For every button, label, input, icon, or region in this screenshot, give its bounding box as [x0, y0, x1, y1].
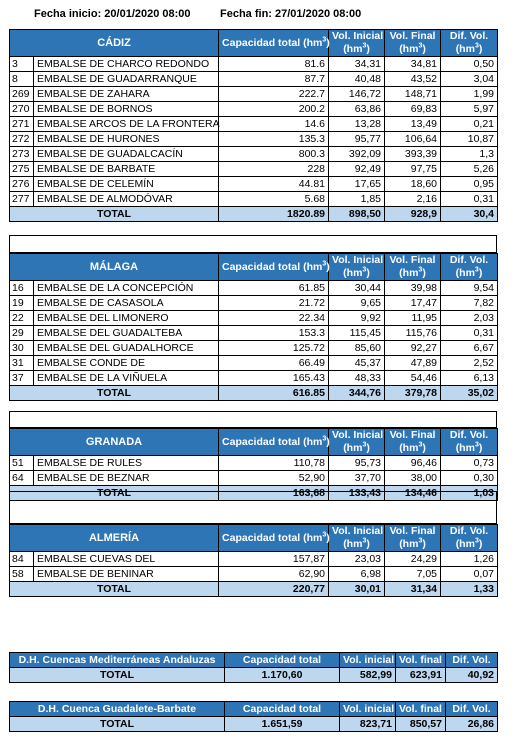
difference-value: 0,31: [441, 326, 498, 341]
summary-column-header: Vol. inicial: [340, 653, 396, 668]
total-difference: 40,92: [446, 668, 498, 683]
total-initial-volume: 823,71: [340, 717, 396, 732]
reservoir-name: EMBALSE DE CHARCO REDONDO: [34, 57, 219, 72]
final-volume-value: 13,49: [385, 117, 441, 132]
capacity-value: 21.72: [219, 296, 329, 311]
volume-difference-header: Dif. Vol. $(hm^3)$: [441, 30, 498, 57]
capacity-header: Capacidad total $(hm^3)$: [219, 254, 329, 281]
reservoir-name: EMBALSE CONDE DE: [34, 356, 219, 371]
table-row: [10, 326, 498, 341]
initial-volume-value: 146,72: [329, 87, 385, 102]
reservoir-name: EMBALSE DE GUADALCACÍN: [34, 147, 219, 162]
table-row: [10, 281, 498, 296]
capacity-value: 157,87: [219, 552, 329, 567]
capacity-value: 22.34: [219, 311, 329, 326]
capacity-value: 125.72: [219, 341, 329, 356]
final-volume-header: Vol. Final $(hm^3)$: [385, 254, 441, 281]
summary-column-header: Vol. final: [396, 702, 446, 717]
reservoir-name: EMBALSE DEL LIMONERO: [34, 311, 219, 326]
total-label: TOTAL: [10, 207, 219, 222]
final-volume-header: Vol. Final $(hm^3)$: [385, 525, 441, 552]
total-initial-volume: 344,76: [329, 386, 385, 401]
total-initial-volume: 898,50: [329, 207, 385, 222]
summary-column-header: Dif. Vol.: [446, 653, 498, 668]
total-difference: 26,86: [446, 717, 498, 732]
table-row: [10, 296, 498, 311]
reservoir-name: EMBALSE DE LA CONCEPCIÓN: [34, 281, 219, 296]
capacity-value: 81.6: [219, 57, 329, 72]
difference-value: 1,99: [441, 87, 498, 102]
volume-difference-header: Dif. Vol. $(hm^3)$: [441, 254, 498, 281]
total-row: [10, 386, 498, 401]
volume-difference-header: Dif. Vol. $(hm^3)$: [441, 525, 498, 552]
initial-volume-value: 1,85: [329, 192, 385, 207]
capacity-value: 165.43: [219, 371, 329, 386]
capacity-header: Capacidad total $(hm^3)$: [219, 429, 329, 456]
table-row: [10, 341, 498, 356]
region-header: [10, 525, 498, 552]
total-difference: 1,03: [441, 486, 498, 501]
reservoir-id: 64: [10, 471, 34, 486]
summary-column-header: Vol. inicial: [340, 702, 396, 717]
difference-value: 0,50: [441, 57, 498, 72]
total-label: TOTAL: [10, 386, 219, 401]
table-row: [10, 57, 498, 72]
section-separator: [9, 235, 497, 253]
total-final-volume: 134,46: [385, 486, 441, 501]
initial-volume-value: 95,73: [329, 456, 385, 471]
total-initial-volume: 133,43: [329, 486, 385, 501]
capacity-value: 153.3: [219, 326, 329, 341]
reservoir-id: 275: [10, 162, 34, 177]
basin-name: D.H. Cuencas Mediterráneas Andaluzas: [10, 653, 225, 668]
final-volume-value: 2,16: [385, 192, 441, 207]
initial-volume-header: Vol. Inicial $(hm^3)$: [329, 429, 385, 456]
initial-volume-value: 37,70: [329, 471, 385, 486]
summary-column-header: Dif. Vol.: [446, 702, 498, 717]
initial-volume-value: 63,86: [329, 102, 385, 117]
capacity-value: 222.7: [219, 87, 329, 102]
reservoir-name: EMBALSE DE BARBATE: [34, 162, 219, 177]
basin-summary-header: [10, 702, 498, 717]
difference-value: 1,26: [441, 552, 498, 567]
reservoir-name: EMBALSE CUEVAS DEL: [34, 552, 219, 567]
reservoir-id: 84: [10, 552, 34, 567]
section-separator: [9, 411, 497, 428]
reservoir-id: 30: [10, 341, 34, 356]
reservoir-name: EMBALSE DE CELEMÍN: [34, 177, 219, 192]
capacity-value: 87.7: [219, 72, 329, 87]
capacity-value: 800.3: [219, 147, 329, 162]
final-volume-value: 24,29: [385, 552, 441, 567]
reservoir-name: EMBALSE DEL GUADALHORCE: [34, 341, 219, 356]
final-volume-value: 97,75: [385, 162, 441, 177]
initial-volume-value: 92,49: [329, 162, 385, 177]
difference-value: 2,03: [441, 311, 498, 326]
start-date: Fecha inicio: 20/01/2020 08:00: [34, 8, 191, 20]
initial-volume-value: 9,92: [329, 311, 385, 326]
summary-column-header: Capacidad total: [225, 653, 340, 668]
initial-volume-value: 17,65: [329, 177, 385, 192]
final-volume-header: Vol. Final $(hm^3)$: [385, 30, 441, 57]
table-row: [10, 192, 498, 207]
region-header: [10, 30, 498, 57]
region-table: [9, 253, 498, 401]
table-row: [10, 552, 498, 567]
summary-column-header: Vol. final: [396, 653, 446, 668]
difference-value: 9,54: [441, 281, 498, 296]
total-row: [10, 582, 498, 597]
total-label: TOTAL: [10, 582, 219, 597]
total-label: TOTAL: [10, 717, 225, 732]
capacity-value: 200.2: [219, 102, 329, 117]
region-name: GRANADA: [10, 429, 219, 456]
reservoir-name: EMBALSE ARCOS DE LA FRONTERA: [34, 117, 219, 132]
final-volume-value: 38,00: [385, 471, 441, 486]
initial-volume-value: 34,31: [329, 57, 385, 72]
final-volume-value: 7,05: [385, 567, 441, 582]
capacity-value: 52,90: [219, 471, 329, 486]
final-volume-value: 148,71: [385, 87, 441, 102]
region-name: ALMERÍA: [10, 525, 219, 552]
capacity-value: 62,90: [219, 567, 329, 582]
total-initial-volume: 582,99: [340, 668, 396, 683]
difference-value: 0,07: [441, 567, 498, 582]
reservoir-id: 269: [10, 87, 34, 102]
total-label: TOTAL: [10, 668, 225, 683]
table-row: [10, 356, 498, 371]
region-header: [10, 254, 498, 281]
difference-value: 0,95: [441, 177, 498, 192]
total-row: [10, 207, 498, 222]
total-capacity: 220,77: [219, 582, 329, 597]
initial-volume-value: 30,44: [329, 281, 385, 296]
total-difference: 35,02: [441, 386, 498, 401]
reservoir-id: 8: [10, 72, 34, 87]
basin-summary-table: [9, 652, 498, 683]
capacity-value: 44.81: [219, 177, 329, 192]
region-name: MÁLAGA: [10, 254, 219, 281]
total-difference: 30,4: [441, 207, 498, 222]
initial-volume-header: Vol. Inicial $(hm^3)$: [329, 30, 385, 57]
capacity-value: 66.49: [219, 356, 329, 371]
capacity-value: 14.6: [219, 117, 329, 132]
final-volume-value: 106,64: [385, 132, 441, 147]
reservoir-name: EMBALSE DE ALMODÓVAR: [34, 192, 219, 207]
table-row: [10, 132, 498, 147]
reservoir-id: 19: [10, 296, 34, 311]
reservoir-id: 37: [10, 371, 34, 386]
final-volume-value: 17,47: [385, 296, 441, 311]
reservoir-id: 3: [10, 57, 34, 72]
initial-volume-header: Vol. Inicial $(hm^3)$: [329, 525, 385, 552]
table-row: [10, 567, 498, 582]
final-volume-value: 54,46: [385, 371, 441, 386]
initial-volume-value: 85,60: [329, 341, 385, 356]
section-separator: [9, 491, 497, 524]
initial-volume-value: 115,45: [329, 326, 385, 341]
reservoir-id: 277: [10, 192, 34, 207]
basin-total-row: [10, 717, 498, 732]
capacity-header: Capacidad total $(hm^3)$: [219, 30, 329, 57]
difference-value: 2,52: [441, 356, 498, 371]
difference-value: 5,26: [441, 162, 498, 177]
table-row: [10, 102, 498, 117]
reservoir-id: 272: [10, 132, 34, 147]
reservoir-name: EMBALSE DE GUADARRANQUE: [34, 72, 219, 87]
total-initial-volume: 30,01: [329, 582, 385, 597]
initial-volume-value: 40,48: [329, 72, 385, 87]
reservoir-name: EMBALSE DE ZAHARA: [34, 87, 219, 102]
final-volume-value: 39,98: [385, 281, 441, 296]
reservoir-name: EMBALSE DE LA VIÑUELA: [34, 371, 219, 386]
total-capacity: 163,68: [219, 486, 329, 501]
difference-value: 10,87: [441, 132, 498, 147]
total-final-volume: 928,9: [385, 207, 441, 222]
reservoir-id: 29: [10, 326, 34, 341]
table-row: [10, 456, 498, 471]
total-final-volume: 379,78: [385, 386, 441, 401]
capacity-value: 135.3: [219, 132, 329, 147]
initial-volume-value: 48,33: [329, 371, 385, 386]
reservoir-name: EMBALSE DE BORNOS: [34, 102, 219, 117]
difference-value: 5,97: [441, 102, 498, 117]
table-row: [10, 371, 498, 386]
total-capacity: 1820.89: [219, 207, 329, 222]
final-volume-value: 47,89: [385, 356, 441, 371]
initial-volume-value: 45,37: [329, 356, 385, 371]
table-row: [10, 87, 498, 102]
reservoir-name: EMBALSE DE BENINAR: [34, 567, 219, 582]
total-final-volume: 850,57: [396, 717, 446, 732]
final-volume-value: 43,52: [385, 72, 441, 87]
difference-value: 1,3: [441, 147, 498, 162]
initial-volume-value: 6,98: [329, 567, 385, 582]
reservoir-name: EMBALSE DE HURONES: [34, 132, 219, 147]
reservoir-id: 276: [10, 177, 34, 192]
reservoir-id: 271: [10, 117, 34, 132]
reservoir-id: 16: [10, 281, 34, 296]
difference-value: 0,30: [441, 471, 498, 486]
table-row: [10, 72, 498, 87]
summary-column-header: Capacidad total: [225, 702, 340, 717]
reservoir-name: EMBALSE DEL GUADALTEBA: [34, 326, 219, 341]
capacity-value: 61.85: [219, 281, 329, 296]
region-name: CÁDIZ: [10, 30, 219, 57]
total-label: TOTAL: [10, 486, 219, 501]
final-volume-value: 18,60: [385, 177, 441, 192]
final-volume-value: 393,39: [385, 147, 441, 162]
difference-value: 0,21: [441, 117, 498, 132]
final-volume-value: 96,46: [385, 456, 441, 471]
difference-value: 6,13: [441, 371, 498, 386]
initial-volume-value: 23,03: [329, 552, 385, 567]
total-capacity: 1.170,60: [225, 668, 340, 683]
reservoir-id: 273: [10, 147, 34, 162]
capacity-value: 5.68: [219, 192, 329, 207]
initial-volume-value: 9,65: [329, 296, 385, 311]
final-volume-value: 11,95: [385, 311, 441, 326]
capacity-header: Capacidad total $(hm^3)$: [219, 525, 329, 552]
initial-volume-header: Vol. Inicial $(hm^3)$: [329, 254, 385, 281]
difference-value: 0,73: [441, 456, 498, 471]
table-row: [10, 177, 498, 192]
volume-difference-header: Dif. Vol. $(hm^3)$: [441, 429, 498, 456]
region-table: [9, 29, 498, 222]
final-volume-header: Vol. Final $(hm^3)$: [385, 429, 441, 456]
final-volume-value: 34,81: [385, 57, 441, 72]
reservoir-id: 51: [10, 456, 34, 471]
difference-value: 0,31: [441, 192, 498, 207]
reservoir-id: 270: [10, 102, 34, 117]
difference-value: 6,67: [441, 341, 498, 356]
difference-value: 3,04: [441, 72, 498, 87]
basin-summary-header: [10, 653, 498, 668]
table-row: [10, 471, 498, 486]
end-date: Fecha fin: 27/01/2020 08:00: [220, 8, 362, 20]
reservoir-name: EMBALSE DE BEZNAR: [34, 471, 219, 486]
table-row: [10, 117, 498, 132]
reservoir-id: 22: [10, 311, 34, 326]
initial-volume-value: 13,28: [329, 117, 385, 132]
total-final-volume: 623,91: [396, 668, 446, 683]
total-difference: 1,33: [441, 582, 498, 597]
reservoir-id: 58: [10, 567, 34, 582]
total-capacity: 1.651,59: [225, 717, 340, 732]
initial-volume-value: 392,09: [329, 147, 385, 162]
capacity-value: 228: [219, 162, 329, 177]
initial-volume-value: 95,77: [329, 132, 385, 147]
reservoir-name: EMBALSE DE CASASOLA: [34, 296, 219, 311]
difference-value: 7,82: [441, 296, 498, 311]
region-header: [10, 429, 498, 456]
basin-name: D.H. Cuenca Guadalete-Barbate: [10, 702, 225, 717]
basin-summary-table: [9, 701, 498, 732]
total-capacity: 616.85: [219, 386, 329, 401]
final-volume-value: 115,76: [385, 326, 441, 341]
capacity-value: 110,78: [219, 456, 329, 471]
region-table: [9, 524, 498, 597]
reservoir-id: 31: [10, 356, 34, 371]
table-row: [10, 147, 498, 162]
basin-total-row: [10, 668, 498, 683]
table-row: [10, 162, 498, 177]
final-volume-value: 92,27: [385, 341, 441, 356]
table-row: [10, 311, 498, 326]
final-volume-value: 69,83: [385, 102, 441, 117]
total-final-volume: 31,34: [385, 582, 441, 597]
reservoir-name: EMBALSE DE RULES: [34, 456, 219, 471]
